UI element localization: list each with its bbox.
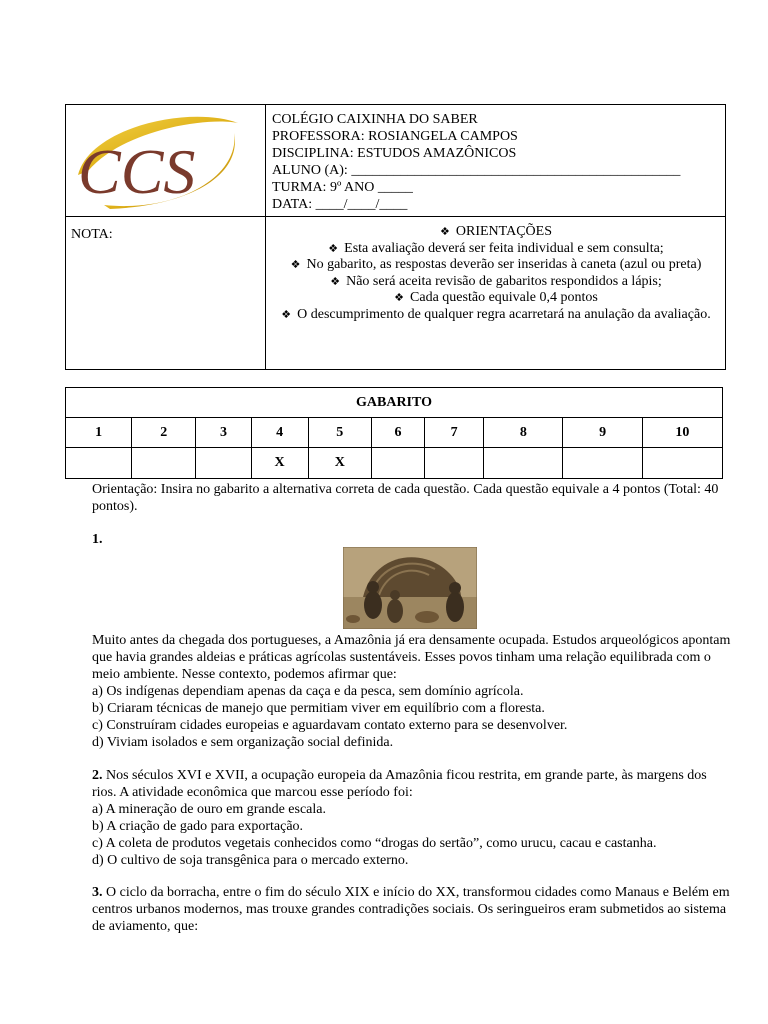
question-2-number: 2. [92,768,103,783]
question-2-option-b: b) A criação de gado para exportação. [92,819,304,834]
question-number: 7 [425,418,484,448]
illustration-figure [364,591,382,619]
orientations [266,224,726,323]
indigenous-village-illustration [343,547,477,629]
bullet-icon: ❖ [330,274,341,288]
answer-key-table [65,387,723,479]
question-3 [92,884,732,935]
question-number: 1 [66,418,132,448]
answer-cell[interactable] [642,448,722,479]
student-field: ALUNO (A): _______________________________________________ [272,163,681,178]
question-1-option-d: d) Viviam isolados e sem organização social definida. [92,735,394,750]
illustration-figure [387,599,403,623]
question-2-stem: Nos séculos XVI e XVII, a ocupação europeia da Amazônia ficou restrita, em grande parte, às margens dos rios. A atividade econômica que marcou esse período foi: [92,768,707,800]
question-number: 2 [132,418,196,448]
school-info [272,111,680,213]
bullet-icon: ❖ [328,241,339,255]
answer-cell[interactable] [563,448,642,479]
question-1-option-a: a) Os indígenas dependiam apenas da caça e da pesca, sem domínio agrícola. [92,684,524,699]
header-table [65,104,726,370]
question-2 [92,767,732,869]
bullet-icon: ❖ [440,225,450,238]
question-1 [92,632,732,751]
answer-cell[interactable] [425,448,484,479]
illustration-figure-head [449,582,461,594]
bullet-icon: ❖ [290,258,301,271]
orientation-item: Esta avaliação deverá ser feita individual e sem consulta; [344,240,664,256]
illustration-figure [446,592,464,622]
question-3-number: 3. [92,885,103,900]
school-logo [70,109,260,213]
teacher-name: PROFESSORA: ROSIANGELA CAMPOS [272,129,518,144]
illustration-pot [346,615,360,623]
orientation-item: Não será aceita revisão de gabaritos respondidos a lápis; [346,273,662,289]
logo-text: CCS [78,136,196,207]
bullet-icon: ❖ [281,307,292,321]
answer-key-answers-row [66,448,723,479]
answer-cell[interactable]: X [251,448,308,479]
question-number: 5 [308,418,371,448]
answer-cell[interactable] [196,448,251,479]
bullet-icon: ❖ [394,291,405,304]
illustration-pot [415,611,439,623]
class-field: TURMA: 9º ANO _____ [272,180,413,195]
question-1-stem: Muito antes da chegada dos portugueses, a Amazônia já era densamente ocupada. Estudos arqueológicos apontam que havia grandes aldeias e práticas agrícolas sustentáveis. Esses povos tinham uma relação equilibrada com o meio ambiente. Nesse contexto, podemos afirmar que: [92,633,731,682]
date-field: DATA: ____/____/____ [272,197,408,212]
orientation-item: O descumprimento de qualquer regra acarretará na anulação da avaliação. [297,306,711,322]
answer-cell[interactable]: X [308,448,371,479]
question-1-option-b: b) Criaram técnicas de manejo que permitiam viver em equilíbrio com a floresta. [92,701,545,716]
question-number: 6 [371,418,424,448]
question-2-option-c: c) A coleta de produtos vegetais conhecidos como “drogas do sertão”, como urucu, cacau e castanha. [92,836,657,851]
question-2-option-d: d) O cultivo de soja transgênica para o mercado externo. [92,853,409,868]
question-2-option-a: a) A mineração de ouro em grande escala. [92,802,327,817]
grade-label: NOTA: [71,227,113,242]
orientations-title: ORIENTAÇÕES [455,224,552,239]
answer-cell[interactable] [484,448,563,479]
orientation-item: No gabarito, as respostas deverão ser inseridas à caneta (azul ou preta) [306,257,702,272]
illustration-figure-head [367,581,379,593]
table-divider-horizontal [66,216,725,217]
answer-key-numbers-row [66,418,723,448]
answer-cell[interactable] [132,448,196,479]
answer-cell[interactable] [371,448,424,479]
instruction-text: Orientação: Insira no gabarito a alternativa correta de cada questão. Cada questão equivale a 4 pontos (Total: 40 pontos). [92,482,719,514]
question-number: 10 [642,418,722,448]
school-name: COLÉGIO CAIXINHA DO SABER [272,112,478,127]
question-number: 9 [563,418,642,448]
question-number: 8 [484,418,563,448]
answer-cell[interactable] [66,448,132,479]
orientation-item: Cada questão equivale 0,4 pontos [410,290,598,305]
question-1-number: 1. [92,532,103,547]
subject-name: DISCIPLINA: ESTUDOS AMAZÔNICOS [272,146,517,161]
illustration-figure-head [390,590,400,600]
question-number: 3 [196,418,251,448]
question-number: 4 [251,418,308,448]
question-3-stem: O ciclo da borracha, entre o fim do século XIX e início do XX, transformou cidades como Manaus e Belém em centros urbanos modernos, mas trouxe grandes contradições sociais. Os seringueiros eram submetidos ao sistema de aviamento, que: [92,885,730,934]
answer-key-title: GABARITO [66,388,723,418]
question-1-option-c: c) Construíram cidades europeias e aguardavam contato externo para se desenvolver. [92,718,568,733]
